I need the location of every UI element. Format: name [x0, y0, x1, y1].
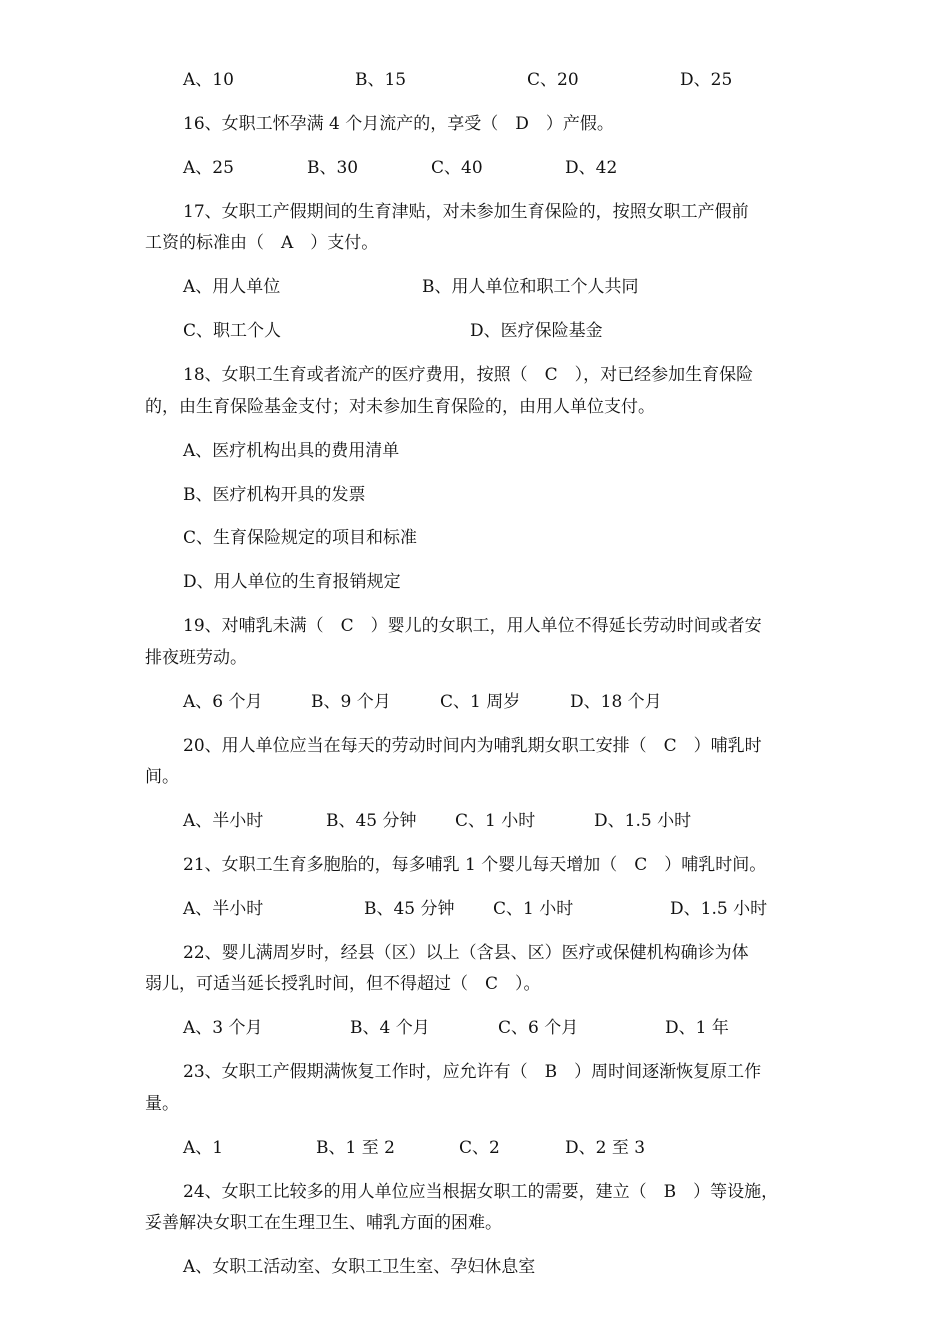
q15-option-b: B、15 [355, 70, 407, 90]
q24-question-line1: 24、女职工比较多的用人单位应当根据女职工的需要，建立（ B ）等设施， [183, 1182, 779, 1202]
q17-option-a: A、用人单位 [183, 277, 281, 297]
q21-option-b: B、45 分钟 [364, 899, 455, 919]
q24-option-a: A、女职工活动室、女职工卫生室、孕妇休息室 [183, 1257, 536, 1277]
q19-option-d: D、18 个月 [570, 692, 662, 712]
q20-question-line1: 20、用人单位应当在每天的劳动时间内为哺乳期女职工安排（ C ）哺乳时 [183, 736, 762, 756]
q19-option-a: A、6 个月 [183, 692, 263, 712]
q18-question-line1: 18、女职工生育或者流产的医疗费用，按照（ C ），对已经参加生育保险 [183, 365, 754, 385]
q16-option-a: A、25 [183, 158, 234, 178]
q17-option-b: B、用人单位和职工个人共同 [422, 277, 639, 297]
q16-question: 16、女职工怀孕满 4 个月流产的，享受（ D ）产假。 [183, 114, 614, 134]
q24-question-line2: 妥善解决女职工在生理卫生、哺乳方面的困难。 [145, 1213, 502, 1233]
q23-option-c: C、2 [459, 1138, 500, 1158]
q20-question-line2: 间。 [145, 767, 179, 787]
q20-option-a: A、半小时 [183, 811, 264, 831]
q18-option-a: A、医疗机构出具的费用清单 [183, 441, 400, 461]
q20-option-c: C、1 小时 [455, 811, 536, 831]
q16-option-c: C、40 [431, 158, 483, 178]
q16-option-b: B、30 [307, 158, 359, 178]
q18-option-b: B、医疗机构开具的发票 [183, 485, 366, 505]
q20-option-b: B、45 分钟 [326, 811, 417, 831]
q21-option-d: D、1.5 小时 [670, 899, 768, 919]
q17-question-line1: 17、女职工产假期间的生育津贴，对未参加生育保险的，按照女职工产假前 [183, 202, 749, 222]
q23-question-line2: 量。 [145, 1094, 179, 1114]
q21-option-c: C、1 小时 [493, 899, 574, 919]
q23-question-line1: 23、女职工产假期满恢复工作时，应允许有（ B ）周时间逐渐恢复原工作 [183, 1062, 762, 1082]
q21-question: 21、女职工生育多胞胎的，每多哺乳 1 个婴儿每天增加（ C ）哺乳时间。 [183, 855, 767, 875]
q17-option-d: D、医疗保险基金 [470, 321, 603, 341]
q19-option-b: B、9 个月 [311, 692, 391, 712]
q23-option-b: B、1 至 2 [316, 1138, 395, 1158]
q22-option-c: C、6 个月 [498, 1018, 579, 1038]
q19-question-line2: 排夜班劳动。 [145, 648, 247, 668]
q16-option-d: D、42 [565, 158, 618, 178]
q19-option-c: C、1 周岁 [440, 692, 521, 712]
q22-option-d: D、1 年 [665, 1018, 729, 1038]
q17-question-line2: 工资的标准由（ A ）支付。 [145, 233, 379, 253]
q18-question-line2: 的，由生育保险基金支付；对未参加生育保险的，由用人单位支付。 [145, 397, 655, 417]
q17-option-c: C、职工个人 [183, 321, 282, 341]
q22-option-b: B、4 个月 [350, 1018, 430, 1038]
q15-option-d: D、25 [680, 70, 733, 90]
q23-option-a: A、1 [183, 1138, 224, 1158]
q19-question-line1: 19、对哺乳未满（ C ）婴儿的女职工，用人单位不得延长劳动时间或者安 [183, 616, 762, 636]
q22-question-line2: 弱儿，可适当延长授乳时间，但不得超过（ C ）。 [145, 974, 541, 994]
q22-question-line1: 22、婴儿满周岁时，经县（区）以上（含县、区）医疗或保健机构确诊为体 [183, 943, 749, 963]
q15-option-c: C、20 [527, 70, 579, 90]
q23-option-d: D、2 至 3 [565, 1138, 646, 1158]
q18-option-c: C、生育保险规定的项目和标准 [183, 528, 418, 548]
q21-option-a: A、半小时 [183, 899, 264, 919]
q15-option-a: A、10 [183, 70, 234, 90]
q22-option-a: A、3 个月 [183, 1018, 263, 1038]
q20-option-d: D、1.5 小时 [594, 811, 692, 831]
q18-option-d: D、用人单位的生育报销规定 [183, 572, 401, 592]
